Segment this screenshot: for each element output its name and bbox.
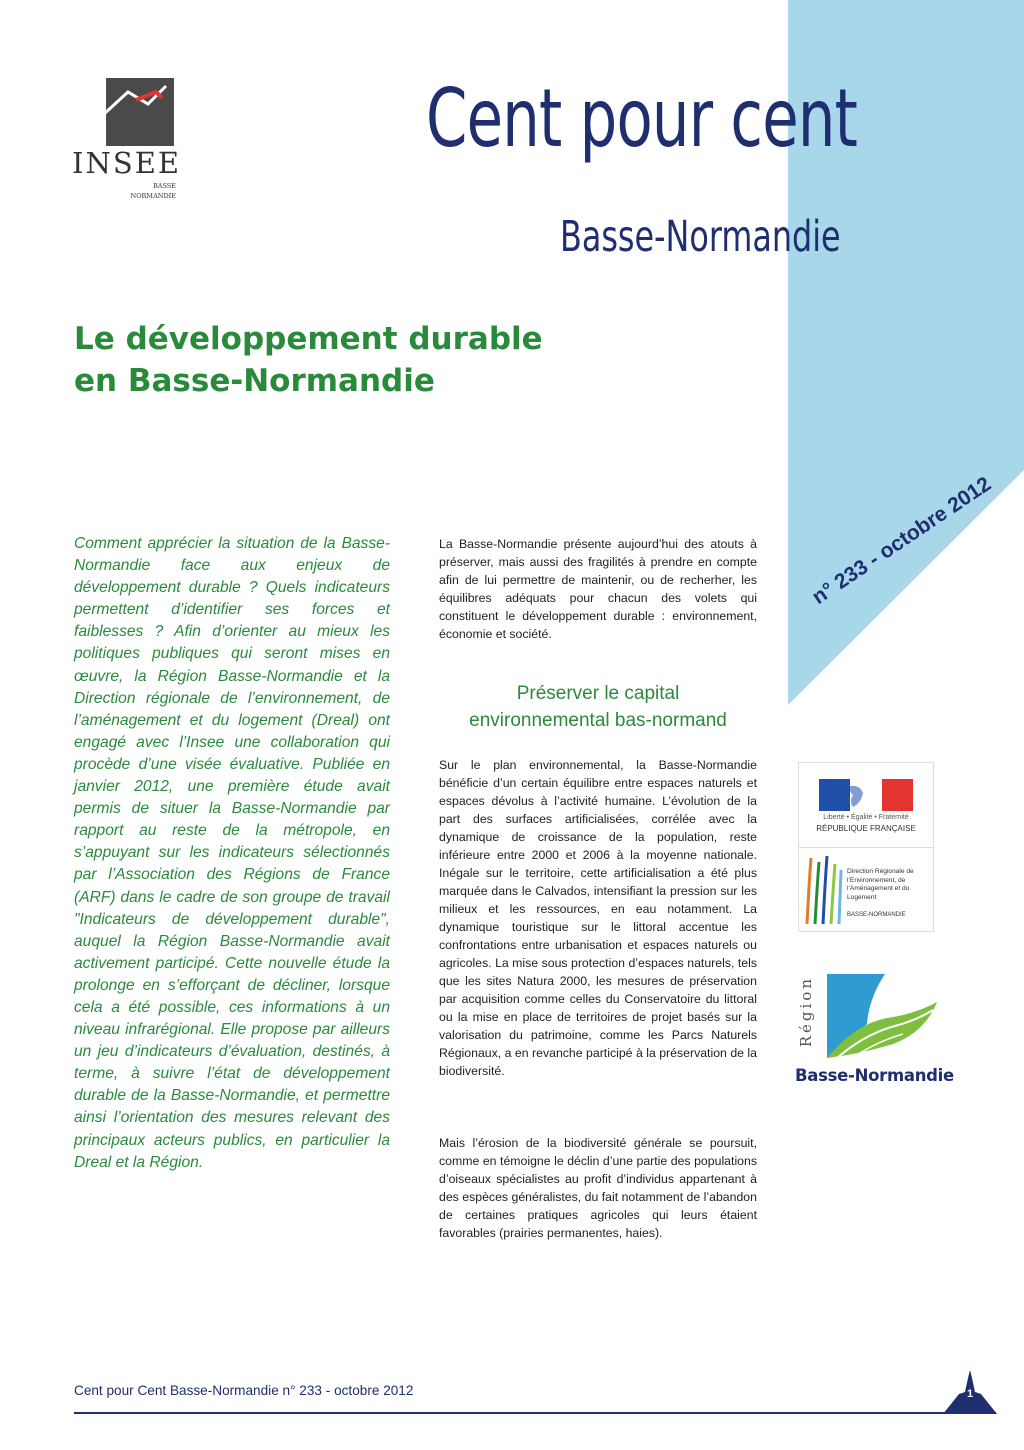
region-name: Basse-Normandie: [795, 1066, 954, 1085]
dreal-logo: [799, 848, 933, 931]
insee-sub-line2: NORMANDIE: [130, 192, 176, 200]
footer-rule: [74, 1412, 996, 1414]
region-emblem-icon: [817, 968, 947, 1064]
lead-paragraph: La Basse-Normandie présente aujourd’hui des atouts à préserver, mais aussi des fragilités à prendre en compte afin de lui permettre de maintenir, ou de recherher, les équilibres adéquats pour chacun des volets qui constituent le développement durable : environnement, économie et société.: [439, 537, 757, 641]
gov-republic: RÉPUBLIQUE FRANÇAISE: [816, 824, 916, 833]
section-heading: [439, 680, 757, 734]
brand-title: Cent pour cent: [426, 72, 858, 165]
page-number-badge: [943, 1370, 997, 1414]
section-heading-line1: Préserver le capital: [516, 683, 680, 704]
intro-paragraph: Comment apprécier la situation de la Basse-Normandie face aux enjeux de développement durable ? Quels indicateurs permettent d’identifier ses forces et faiblesses ? Afin d’orienter au mieux les politiques publiques qui seront mises en œuvre, la Région Basse-Normandie et la Direction régionale de l’environnement, de l’aménagement et du logement (Dreal) ont engagé avec l’Insee une collaboration qui procède d’une visée évaluative. Publiée en janvier 2012, une première étude avait permis de situer la Basse-Normandie par rapport au reste de la métropole, en s’appuyant sur les indicateurs sélectionnés par l’Association des Régions de France (ARF) dans le cadre de son groupe de travail "Indicateurs de développement durable", auquel la Région Basse-Normandie avait activement participé. Cette nouvelle étude la prolonge en s’efforçant de décliner, lorsque cela a été possible, ces informations à un niveau infrarégional. Elle propose par ailleurs un jeu d’indicateurs d’évaluation, destinés, à terme, à suivre l’état de développement durable de la Basse-Normandie, et permettre ainsi l’orientation des mesures relevant des principaux acteurs publics, en particulier la Dreal et la Région.: [74, 535, 390, 1171]
page-number: 1: [966, 1388, 974, 1400]
insee-name: INSEE: [72, 146, 182, 180]
page-title: [74, 318, 543, 402]
issue-label: n° 233 - octobre 2012: [808, 472, 996, 610]
dreal-stripes-icon: [803, 854, 843, 926]
footer-text: Cent pour Cent Basse-Normandie n° 233 - octobre 2012: [74, 1383, 414, 1398]
body-paragraph-1: Sur le plan environnemental, la Basse-Normandie bénéficie d’un certain équilibre entre espaces naturels et espaces dévolus à l’activité humaine. L’évolution de la part des surfaces artificialisées, corrélée avec la dynamique de croissance de la population, reste inférieure entre 2000 et 2006 à la moyenne nationale. Inégale sur le territoire, cette artificialisation a été plus marquée dans le Calvados, intensifiant la pression sur les milieux et les ressources, en eau notamment. La dynamique touristique sur le littoral accentue les confrontations entre urbanisation et espaces naturels ou agricoles. La mise sous protection d’espaces naturels, tels que les sites Natura 2000, les mesures de préservation par acquisition comme celles du Conservatoire du littoral ou la mise en place de territoires de projet basés sur la valorisation du patrimoine, comme les Parcs Naturels Régionaux, a en revanche participé à la préservation de la biodiversité.: [439, 758, 757, 1078]
body-paragraph-2: Mais l’érosion de la biodiversité générale se poursuit, comme en témoigne le déclin d’une partie des populations d’oiseaux spécialistes au profit d’individus appartenant à des espèces généralistes, du fait notamment de l’abandon de certaines pratiques agricoles qui leurs étaient favorables (prairies permanentes, haies).: [439, 1136, 757, 1240]
page-title-line2: en Basse-Normandie: [74, 363, 435, 399]
brand-subtitle: Basse-Normandie: [560, 212, 841, 262]
insee-sub-line1: BASSE: [152, 182, 176, 190]
region-vertical-label: Région: [797, 976, 815, 1048]
section-heading-line2: environnemental bas-normand: [469, 710, 727, 731]
page-title-line1: Le développement durable: [74, 321, 543, 357]
insee-logo: [72, 72, 182, 212]
insee-emblem-icon: [106, 78, 174, 146]
dreal-text: Direction Régionale de l’Environnement, de l’Aménagement et du Logement: [847, 868, 914, 901]
gov-logo: [798, 762, 934, 932]
dreal-region: BASSE-NORMANDIE: [847, 912, 906, 918]
gov-motto: Liberté • Égalité • Fraternité: [823, 814, 909, 821]
region-logo: [793, 968, 953, 1088]
republique-francaise-logo: [799, 763, 933, 848]
marianne-flag-icon: [819, 779, 913, 811]
